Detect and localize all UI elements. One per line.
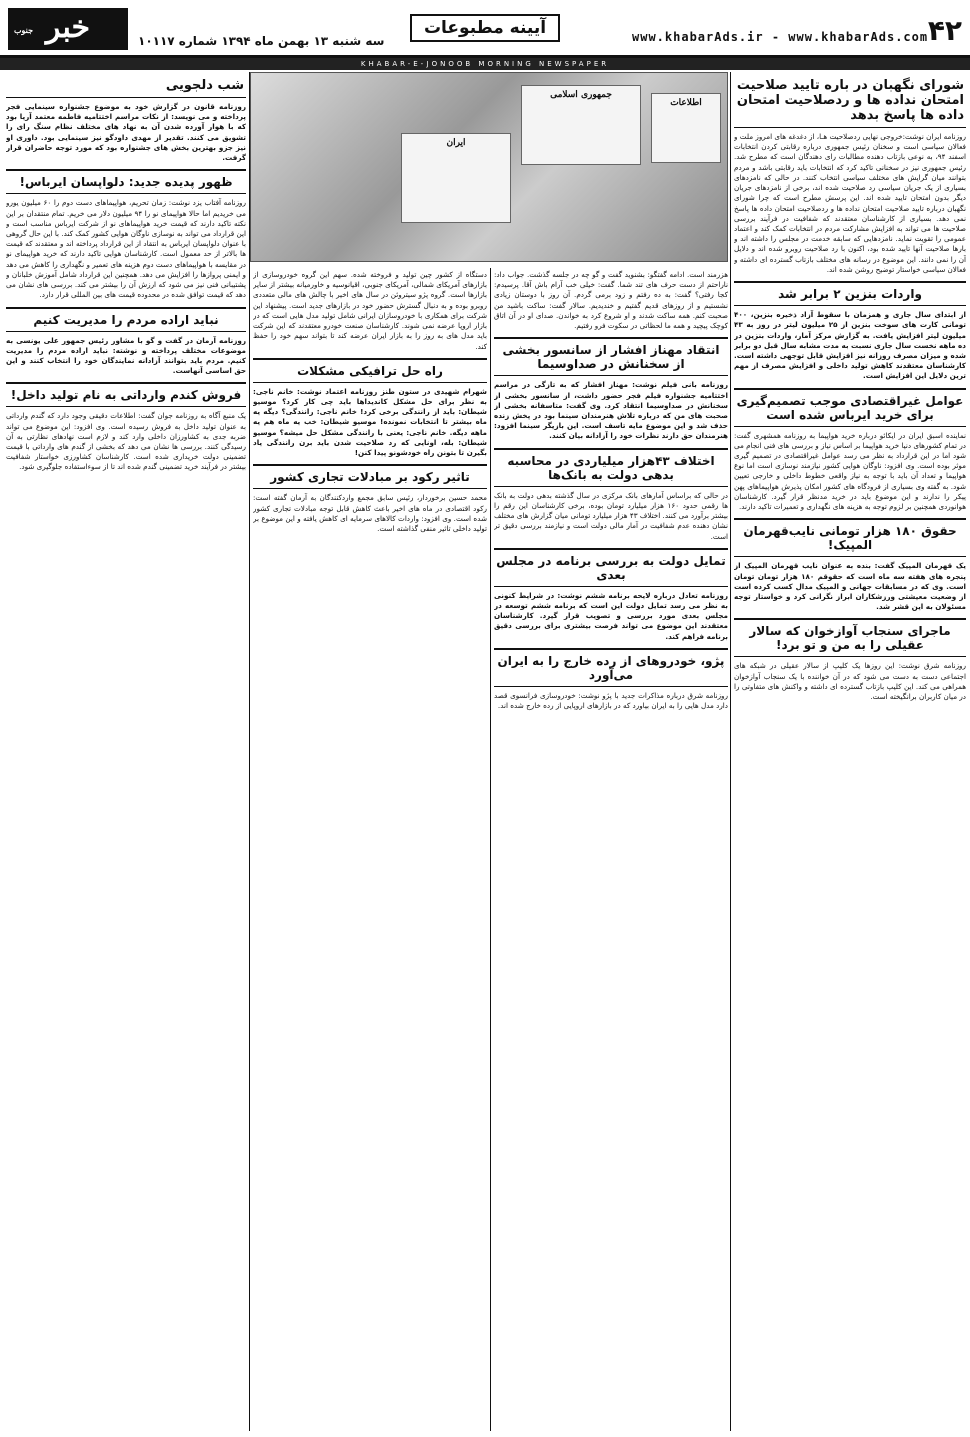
logo-subtitle: جنوب	[14, 25, 34, 35]
article-body: روزنامه شرق درباره مذاکرات جدید با پژو نوشت: خودروسازی فرانسوی قصد دارد مدل هایی را به ایران بیاورد که در بازارهای اروپایی از رده خارج شده اند.	[494, 690, 728, 711]
article-headline: شب دلجویی	[6, 74, 246, 98]
article	[494, 548, 728, 642]
site-url[interactable]: www.khabarAds.ir - www.khabarAds.com	[632, 30, 929, 44]
newspaper-front-3: اطلاعات	[651, 93, 721, 163]
article	[734, 618, 966, 702]
article-body: نماینده اسبق ایران در ایکائو درباره خرید هواپیما به روزنامه همشهری گفت: در تمام کشورهای دنیا خرید هواپیما بر اساس نیاز و بررسی های فنی انجام می شود اما در این قرارداد به نظر می رسد عوامل غیراقتصادی در تصمیم گیری موثر بوده است. وی افزود: ناوگان هوایی کشور نیازمند نوسازی است اما نوع هواپیما و تعداد آن باید با توجه به نیاز واقعی خطوط داخلی و خارجی تعیین شود. به گفته وی بسیاری از فرودگاه های کشور امکان پذیرش هواپیماهای پهن پیکر را ندارند و این موضوع باید در خرید مدنظر قرار گیرد. کارشناسان هوانوردی همچنین بر لزوم توجه به هزینه های نگهداری و تعمیرات تاکید دارند.	[734, 430, 966, 512]
article-headline: ماجرای سنجاب آوازخوان که سالار عقیلی را به من و تو برد!	[734, 618, 966, 657]
article-body: در حالی که براساس آمارهای بانک مرکزی در سال گذشته بدهی دولت به بانک ها رقمی حدود ۱۶۰ هزار میلیارد تومان بوده، برخی کارشناسان این رقم را بیشتر برآورد می کنند. اختلاف ۴۳ هزار میلیارد تومانی میان گزارش های مختلف نشان دهنده عدم شفافیت در آمار مالی دولت است و نیازمند بررسی دقیق تر است.	[494, 490, 728, 541]
column-right	[734, 74, 966, 1430]
article-headline: عوامل غیراقتصادی موجب تصمیم‌گیری برای خرید ایرباس شده است	[734, 388, 966, 427]
article-headline: ظهور پدیده جدید: دلواپسان ایرباس!	[6, 169, 246, 194]
article-headline: شورای نگهبان در باره تایید صلاحیت امتحان نداده ها و ردصلاحیت امتحان داده ها پاسخ بدهد	[734, 74, 966, 128]
article-body: هزرمند است. ادامه گفتگو: بشنوید گفت و گو چه در جلسه گذشت. جواب داد: ناراحتم از دست حرف های تند شما. گفت: خیلی خب آرام باش آقا. پرسیدم: کجا رفتی؟ گفت: به ده رفتم و زود برمی گردم. آن روز با دوستان زیادی نشستیم و از روزهای قدیم گفتیم و خندیدیم. سالار گفت: ساکت باشید من صحبت کنم. همه ساکت شدند و او شروع کرد به خواندن. صدای او در آن اتاق کوچک پیچید و همه ما لحظاتی در سکوت فرو رفتیم.	[494, 270, 728, 331]
article	[253, 358, 487, 459]
page-header	[0, 0, 970, 58]
article	[494, 270, 728, 331]
article	[734, 281, 966, 382]
article-headline: حقوق ۱۸۰ هزار تومانی نایب‌قهرمان المپیک!	[734, 518, 966, 557]
article-body: روزنامه تعادل درباره لایحه برنامه ششم نوشت: در شرایط کنونی به نظر می رسد تمایل دولت این است که برنامه ششم توسعه در مجلس بعدی مورد بررسی و تصویب قرار گیرد. کارشناسان معتقدند این موضوع می تواند فرصت بیشتری برای بررسی دقیق برنامه فراهم کند.	[494, 590, 728, 641]
article	[6, 74, 246, 163]
article-body: محمد حسین برخوردار، رئیس سابق مجمع واردکنندگان به آرمان گفته است: رکود اقتصادی در ماه های اخیر باعث کاهش قابل توجه مبادلات تجاری کشور شده است. وی افزود: واردات کالاهای سرمایه ای کاهش یافته و این موضوع بر تولید داخلی تاثیر منفی گذاشته است.	[253, 493, 487, 533]
article-body: یک منبع آگاه به روزنامه جوان گفت: اطلاعات دقیقی وجود دارد که گندم وارداتی به عنوان تولید داخل به فروش رسیده است. وی افزود: این موضوع می تواند ضربه جدی به کشاورزان داخلی وارد کند و لازم است نهادهای نظارتی به آن رسیدگی کنند. بررسی ها نشان می دهد که بخشی از گندم های وارداتی با قیمت تضمینی دولت خریداری شده است. کارشناسان کشاورزی خواستار شفافیت بیشتر در فرآیند خرید تضمینی گندم شده اند تا از سوءاستفاده جلوگیری شود.	[6, 411, 246, 472]
article	[494, 648, 728, 711]
article-body: روزنامه ایران نوشت:خروجی نهایی ردصلاحیت هـا، از دغدغه های امروز ملت و فعالان سیاسی است و سخنان رئیس جمهوری درباره رقابتی کردن انتخابات اسفند ۹۴، به نوعی بازتاب دهنده مطالبات رای دهندگان است که مطرح شد. رئیس جمهوری نیز در سخنانی تاکید کرد که انتخابات باید رقابتی باشد و مردم بتوانند میان گرایش های مختلف سیاسی انتخاب کنند. در حالی که نامزدهای بسیاری از یک جریان سیاسی رد صلاحیت شده اند، برخی از نامزدهای جریان دیگر بدون امتحان تایید شده اند. این پرسش مطرح است که چرا شورای نگهبان درباره تایید صلاحیت امتحان نداده ها و ردصلاحیت امتحان داده ها پاسخ نمی دهد. بسیاری از کارشناسان معتقدند که شفافیت در فرآیند بررسی صلاحیت ها می تواند به افزایش مشارکت مردم در انتخابات کمک کند و اعتماد عمومی را تقویت نماید. نامزدهایی که سابقه خدمت در مجلس را داشته اند و بارها صلاحیت آنها تایید شده بود، اکنون با رد صلاحیت روبرو شده اند و دلایل آن را نمی دانند. این موضوع در رسانه های مختلف بازتاب گسترده ای داشته و فعالان سیاسی خواستار توضیح روشن شده اند.	[734, 132, 966, 274]
article	[253, 464, 487, 534]
article	[253, 270, 487, 352]
article	[6, 307, 246, 377]
article-headline: نباید اراده مردم را مدیریت کنیم	[6, 307, 246, 332]
article-body: از ابتدای سال جاری و همزمان با سقوط آزاد ذخیره بنزین، ۴۰۰ تومانی کارت های سوخت بنزین از ۲۵ میلیون لیتر در روز به ۴۳ میلیون لیتر افزایش یافت. به گزارش مرکز آمار، واردات بنزین در ده ماهه نخست سال جاری نسبت به مدت مشابه سال قبل دو برابر شده و میزان مصرف روزانه نیز افزایش قابل توجهی داشته است. کارشناسان معتقدند کاهش تولید داخلی و افزایش مصرف از مهم ترین دلایل این افزایش است.	[734, 310, 966, 381]
article-body: روزنامه آفتاب یزد نوشت: زمان تحریم، هواپیماهای دست دوم را ۶۰ میلیون یورو می خریدیم اما حالا هواپیمای نو را ۹۴ میلیون دلار می خریم. تمام منتقدان بر این نکته تاکید دارند که قیمت خرید هواپیماهای نو از شرکت ایرباس مناسب است و این قرارداد می تواند به نوسازی ناوگان هوایی کشور کمک کند. با این حال گروهی با عنوان دلواپسان ایرباس به انتقاد از این قرارداد پرداخته اند و معتقدند که قیمت ها بالاتر از حد معمول است. کارشناسان هوایی تاکید دارند که خرید هواپیمای نو در مقایسه با هواپیماهای دست دوم هزینه های تعمیر و نگهداری را کاهش می دهد و ایمنی پروازها را افزایش می دهد. همچنین این قرارداد شامل آموزش خلبانان و پشتیبانی فنی نیز می شود که ارزش آن را بیشتر می کند. بررسی های نشان می دهد که قیمت توافق شده در محدوده قیمت های بین المللی قرار دارد.	[6, 198, 246, 300]
dateline: سه شنبه ۱۳ بهمن ماه ۱۳۹۴ شماره ۱۰۱۱۷	[138, 34, 385, 48]
article	[6, 169, 246, 300]
article-body: روزنامه قانون در گزارش خود به موضوع جشنواره سینمایی فجر پرداخته و می نویسد: از نکات مراسم اختتامیه فاطمه معتمد آریا بود که با هوار آورده شدن آن به نهاد های مختلف نظام سنگ رای را تشویق می کنند. تقدیر از مهدی داودگو نیز سینمایی بود. داوری او نیز جزو بهترین بخش های جشنواره بود که مورد توجه حاضران قرار گرفت.	[6, 102, 246, 163]
article	[494, 337, 728, 441]
page-number: ۴۲	[927, 14, 962, 47]
column-middle-right	[494, 270, 728, 1430]
article-body: روزنامه شرق نوشت: این روزها یک کلیپ از سالار عقیلی در شبکه های اجتماعی دست به دست می شود که در آن خواننده با یک سنجاب آوازخوان همراهی می کند. این کلیپ بازتاب گسترده ای داشته و واکنش های متفاوتی را در میان کاربران برانگیخته است.	[734, 661, 966, 702]
newspaper-front-2: ایران	[401, 133, 511, 223]
logo-text: خبر	[45, 10, 91, 45]
article-headline: اختلاف ۴۳هزار میلیاردی در محاسبه بدهی دولت به بانک‌ها	[494, 448, 728, 487]
article-headline: فروش کندم وارداتی به نام تولید داخل!	[6, 382, 246, 407]
article-body: روزنامه بانی فیلم نوشت: مهناز افشار که به تازگی در مراسم اختتامیه جشنواره فیلم فجر حضور داشت، از سانسور بخشی از سخنانش در صداوسیما انتقاد کرد. وی گفت: متاسفانه بخشی از صحبت های من که درباره تلاش هنرمندان سینما بود در پخش زنده حذف شد و این موضوع مایه تاسف است. این بازیگر سینما افزود: هنرمندان حق دارند نظرات خود را آزادانه بیان کنند.	[494, 380, 728, 441]
article	[734, 388, 966, 513]
article	[494, 448, 728, 542]
article-headline: واردات بنزین ۲ برابر شد	[734, 281, 966, 306]
column-middle-left	[253, 270, 487, 1430]
article-headline: تمایل دولت به بررسی برنامه در مجلس بعدی	[494, 548, 728, 587]
article-headline: راه حل ترافیکی مشکلات	[253, 358, 487, 383]
article-body: شهرام شهیدی در ستون طنز روزنامه اعتماد نوشت: خانم ناجی: به نظر برای حل مشکل کاندیداها باید چی کار کرد؟ موسیو شیطان: باید از رانندگی برخی کرد! خانم ناجی: رانندگی؟ دیگه یه ماه بیشتر تا انتخابات نمونده! موسیو شیطان: خب یه ماه هم یه ماهه دیگه. خانم ناجی: یعنی با رانندگی مشکل حل میشه؟ موسیو شیطان: بله، اونایی که رد صلاحیت شدن باید برن رانندگی یاد بگیرن تا بتونن راه خودشونو پیدا کنن!	[253, 386, 487, 458]
newspaper-logo	[8, 8, 128, 50]
article-headline: انتقاد مهناز افشار از سانسور بخشی از سخنانش در صداوسیما	[494, 337, 728, 376]
newspapers-photo	[250, 72, 728, 262]
newspaper-front-1: جمهوری اسلامی	[521, 85, 641, 165]
article	[6, 382, 246, 472]
article-body: دستگاه از کشور چین تولید و فروخته شده. سهم این گروه خودروسازی از بازارهای آمریکای شمالی، آمریکای جنوبی، اقیانوسیه و خاورمیانه بیشتر از سایر بازارها است. گروه پژو سیتروئن در سال های اخیر با چالش های مالی متعددی روبرو بوده و به دنبال گسترش حضور خود در بازارهای جدید است. پیشنهاد این شرکت برای همکاری با خودروسازان ایرانی شامل تولید مدل هایی است که در بازار اروپا عرضه نمی شوند. کارشناسان صنعت خودرو معتقدند که این شرکت باید مدل های به روز را به بازار ایران عرضه کند تا بتواند سهم خود را حفظ کند.	[253, 270, 487, 351]
article-body: روزنامه آرمان در گفت و گو با مشاور رئیس جمهور علی یونسی به موضوعات مختلف پرداخته و نوشته: نباید اراده مردم را مدیریت کنیم. مردم باید بتوانند آزادانه نمایندگان خود را انتخاب کنند و این حق اساسی آنهاست.	[6, 335, 246, 376]
article	[734, 74, 966, 275]
article	[734, 518, 966, 612]
article-headline: تاثیر رکود بر مبادلات تجاری کشور	[253, 464, 487, 489]
article-body: یک قهرمان المپیک گفت: بنده به عنوان نایب قهرمان المپیک از پنجره های هفته سه ماه است که حقوقم ۱۸۰ هزار تومان تومان است. وی که در مسابقات جهانی و المپیک مدال کسب کرده است از وضعیت معیشتی ورزشکاران ابراز نگرانی کرد و خواستار توجه مسئولان به این قشر شد.	[734, 561, 966, 612]
masthead-banner: KHABAR-E-JONOOB MORNING NEWSPAPER	[0, 58, 970, 70]
article-headline: پژو، خودروهای از رده خارج را به ایران می‌آورد	[494, 648, 728, 687]
column-left	[6, 74, 246, 1430]
section-title: آیینه مطبوعات	[410, 14, 560, 42]
